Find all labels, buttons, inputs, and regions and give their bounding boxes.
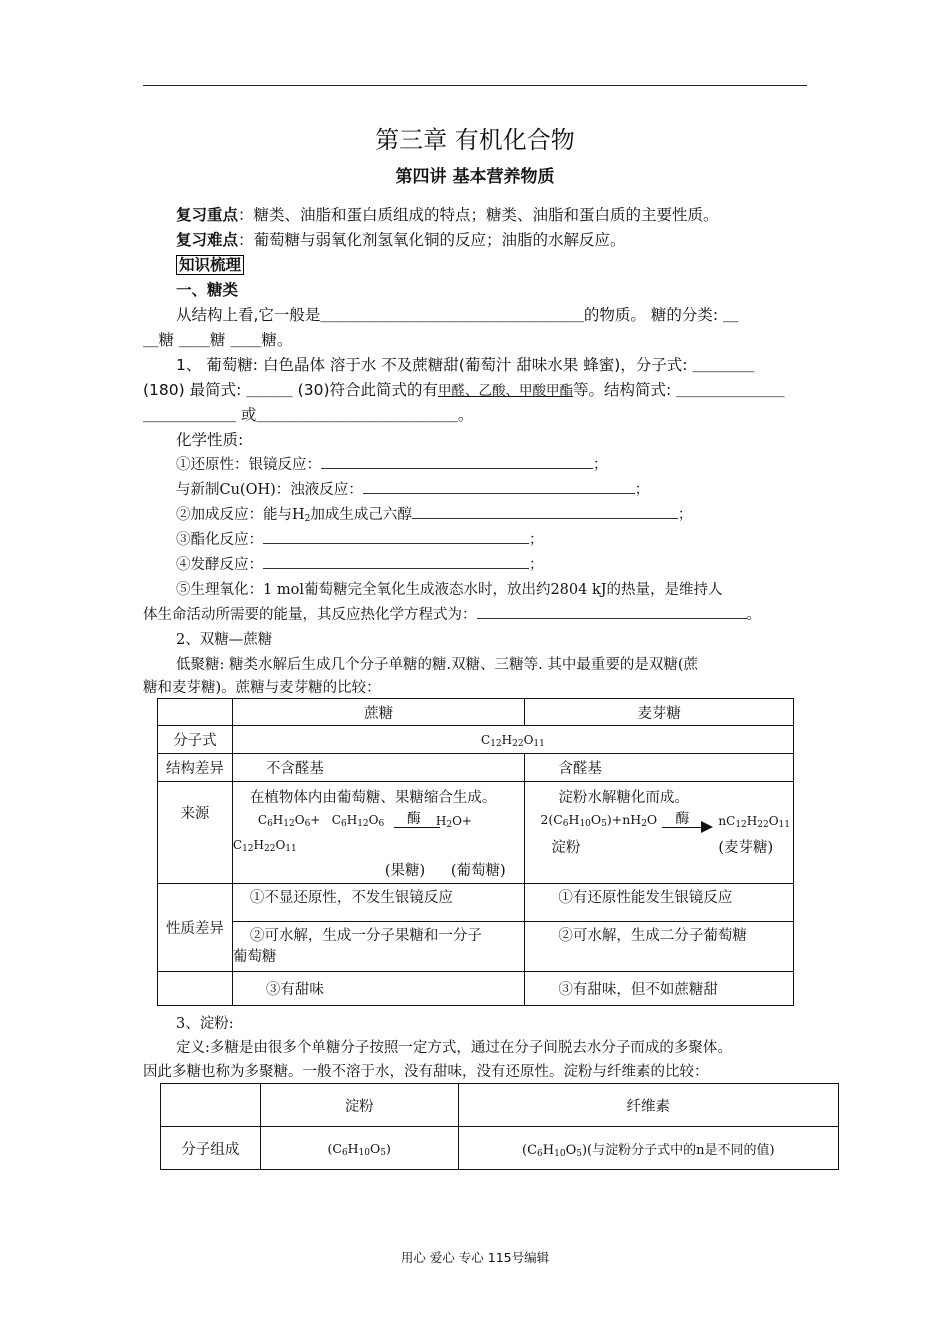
- maltose-label: (麦芽糖): [718, 840, 774, 856]
- maltose-eq-left: $2(C_6H_{10}O_5)+nH_2O$: [540, 812, 658, 829]
- maltose-source: 淀粉水解糖化而成。: [558, 790, 689, 806]
- glucose-line-b: [143, 378, 785, 400]
- starch-formula: $(C_6H_{10}O_5)$: [260, 1127, 458, 1170]
- answer-blank[interactable]: [477, 604, 747, 619]
- row-structure: 结构差异: [158, 754, 233, 782]
- row-composition: 分子组成: [161, 1127, 261, 1170]
- formula-value: $C_{12}H_{22}O_{11}$: [232, 726, 793, 754]
- prop-addition: [176, 503, 692, 524]
- table-row: [158, 782, 794, 884]
- cellulose-formula: $(C_6H_{10}O_5)$(与淀粉分子式中的n是不同的值): [458, 1127, 838, 1170]
- prop-4-text: ④发酵反应：: [176, 557, 263, 573]
- table-row: [158, 726, 794, 754]
- section3-def-a: 定义:多糖是由很多个单糖分子按照一定方式，通过在分子间脱去水分子而成的多聚体。: [176, 1040, 732, 1056]
- table-cell: [158, 699, 233, 726]
- table-row: [158, 972, 794, 1006]
- prop-3-text: ③酯化反应：: [176, 532, 263, 548]
- maltose-prop-3: ③有甜味，但不如蔗糖甜: [525, 972, 794, 1006]
- prop-1a-text: ①还原性：银镜反应：: [176, 457, 321, 473]
- glucose-line-c: ＿＿＿＿＿＿ 或＿＿＿＿＿＿＿＿＿＿＿＿＿。: [143, 406, 474, 424]
- glucose-line-b-1: (180) 最简式: ＿＿＿ (30)符合此简式的有: [143, 381, 439, 399]
- row-formula: 分子式: [158, 726, 233, 754]
- semicolon: ；: [529, 532, 544, 548]
- answer-blank[interactable]: [263, 554, 529, 569]
- chapter-title: 第三章 有机化合物: [375, 126, 575, 154]
- sucrose-prop-2a: ②可水解，生成一分子果糖和一分子: [249, 928, 482, 944]
- header-rule: [143, 85, 807, 86]
- table-row: [158, 884, 794, 922]
- fructose-label: (果糖): [384, 863, 426, 879]
- arrow-head-icon: [701, 821, 713, 833]
- semicolon: ；: [677, 507, 693, 523]
- structure-line-a: 从结构上看,它一般是＿＿＿＿＿＿＿＿＿＿＿＿＿＿＿＿＿的物质。 糖的分类: ＿: [176, 306, 739, 324]
- enzyme-label: 酶: [406, 811, 421, 827]
- section2-heading: 2、双糖—蔗糖: [176, 632, 273, 648]
- answer-blank[interactable]: [321, 454, 593, 469]
- review-focus: [176, 203, 719, 225]
- answer-blank[interactable]: [412, 504, 678, 519]
- semicolon: ；: [593, 457, 608, 473]
- row-property: 性质差异: [158, 884, 233, 972]
- maltose-prop-2: ②可水解，生成二分子葡萄糖: [525, 922, 794, 972]
- section3-heading: 3、淀粉:: [176, 1016, 234, 1032]
- period: 。: [746, 607, 761, 623]
- prop-esterification: [176, 528, 544, 549]
- col-starch: 淀粉: [260, 1084, 458, 1127]
- maltose-prop-1: ①有还原性能发生银镜反应: [525, 884, 794, 922]
- maltose-source-cell: [525, 782, 794, 884]
- prop-5b-text: 体生命活动所需要的能量，其反应热化学方程式为：: [143, 607, 477, 623]
- table-cell: [161, 1084, 261, 1127]
- difficulty-label: 复习难点: [176, 231, 239, 249]
- section2-intro-a: 低聚糖: 糖类水解后生成几个分子单糖的糖.双糖、三糖等. 其中最重要的是双糖(蔗: [176, 657, 698, 673]
- sucrose-prop-2: [232, 922, 525, 972]
- focus-label: 复习重点: [176, 206, 239, 224]
- sucrose-prop-3: ③有甜味: [232, 972, 525, 1006]
- sucrose-prop-2b: 葡萄糖: [232, 949, 277, 965]
- chem-props-label: 化学性质:: [176, 431, 244, 449]
- focus-text: ：糖类、油脂和蛋白质组成的特点；糖类、油脂和蛋白质的主要性质。: [238, 206, 719, 224]
- col-sucrose: 蔗糖: [232, 699, 525, 726]
- maltose-structure: 含醛基: [525, 754, 794, 782]
- col-cellulose: 纤维素: [458, 1084, 838, 1127]
- table-cell: [158, 972, 233, 1006]
- difficulty-text: ：葡萄糖与弱氧化剂氢氧化铜的反应；油脂的水解反应。: [238, 231, 626, 249]
- glucose-line-b-underlined: 甲醛、乙酸、甲酸甲酯: [438, 383, 574, 399]
- col-maltose: 麦芽糖: [525, 699, 794, 726]
- table-row: [161, 1127, 839, 1170]
- enzyme-label: 酶: [675, 811, 690, 827]
- sucrose-structure: 不含醛基: [232, 754, 525, 782]
- reaction-arrow: [394, 827, 440, 828]
- semicolon: ；: [529, 557, 544, 573]
- sucrose-eq-left: $C_6H_{12}O_6+ C_6H_{12}O_6$: [257, 813, 385, 829]
- section2-intro-b: 糖和麦芽糖)。蔗糖与麦芽糖的比较：: [143, 680, 381, 696]
- answer-blank[interactable]: [263, 529, 529, 544]
- polysaccharide-table: [160, 1083, 839, 1170]
- lecture-title: 第四讲 基本营养物质: [395, 167, 555, 187]
- starch-label: 淀粉: [551, 840, 581, 856]
- prop-oxidation-b: [143, 603, 761, 624]
- table-row: [158, 922, 794, 972]
- review-difficulty: [176, 228, 626, 250]
- section1-heading: 一、糖类: [176, 281, 239, 299]
- glucose-label: (葡萄糖): [450, 863, 506, 879]
- row-source: 来源: [158, 782, 233, 884]
- sucrose-source-cell: [232, 782, 525, 884]
- semicolon: ；: [634, 482, 650, 498]
- table-row: [161, 1084, 839, 1127]
- sucrose-eq-right: $H_2O+$: [435, 814, 472, 830]
- h2-subscript: 2: [304, 514, 311, 524]
- prop-cuoh: [176, 478, 649, 499]
- prop-1b-text: 与新制Cu(OH)：浊液反应：: [176, 482, 363, 498]
- page-footer: 用心 爱心 专心 115号编辑: [400, 1250, 550, 1265]
- knowledge-label: 知识梳理: [176, 255, 244, 275]
- prop-fermentation: [176, 553, 544, 574]
- section3-def-b: 因此多糖也称为多聚糖。一般不溶于水，没有甜味，没有还原性。淀粉与纤维素的比较：: [143, 1064, 709, 1080]
- glucose-line-b-2: 等。结构简式: ＿＿＿＿＿＿＿: [573, 381, 785, 399]
- structure-line-b: ＿糖 ＿＿糖 ＿＿糖。: [143, 331, 293, 349]
- sucrose-eq-cont: $C_{12}H_{22}O_{11}$: [232, 838, 297, 854]
- disaccharide-table: [157, 698, 794, 1006]
- maltose-eq-right: $nC_{12}H_{22}O_{11}$: [718, 814, 790, 830]
- prop-2-tail: 加成生成己六醇: [310, 507, 412, 523]
- prop-2-text: ②加成反应：能与H: [176, 507, 305, 523]
- prop-reducibility: [176, 453, 608, 474]
- knowledge-heading: [176, 253, 244, 275]
- table-row: [158, 699, 794, 726]
- table-row: [158, 754, 794, 782]
- sucrose-prop-1: ①不显还原性，不发生银镜反应: [232, 884, 525, 922]
- sucrose-source: 在植物体内由葡萄糖、果糖缩合生成。: [249, 790, 497, 806]
- glucose-line-a: 1、 葡萄糖: 白色晶体 溶于水 不及蔗糖甜(葡萄汁 甜味水果 蜂蜜)，分子式: ＿＿＿＿: [176, 356, 755, 374]
- answer-blank[interactable]: [363, 479, 635, 494]
- prop-oxidation-a: ⑤生理氧化：1 mol葡萄糖完全氧化生成液态水时，放出约2804 kJ的热量，是维持人: [176, 582, 723, 598]
